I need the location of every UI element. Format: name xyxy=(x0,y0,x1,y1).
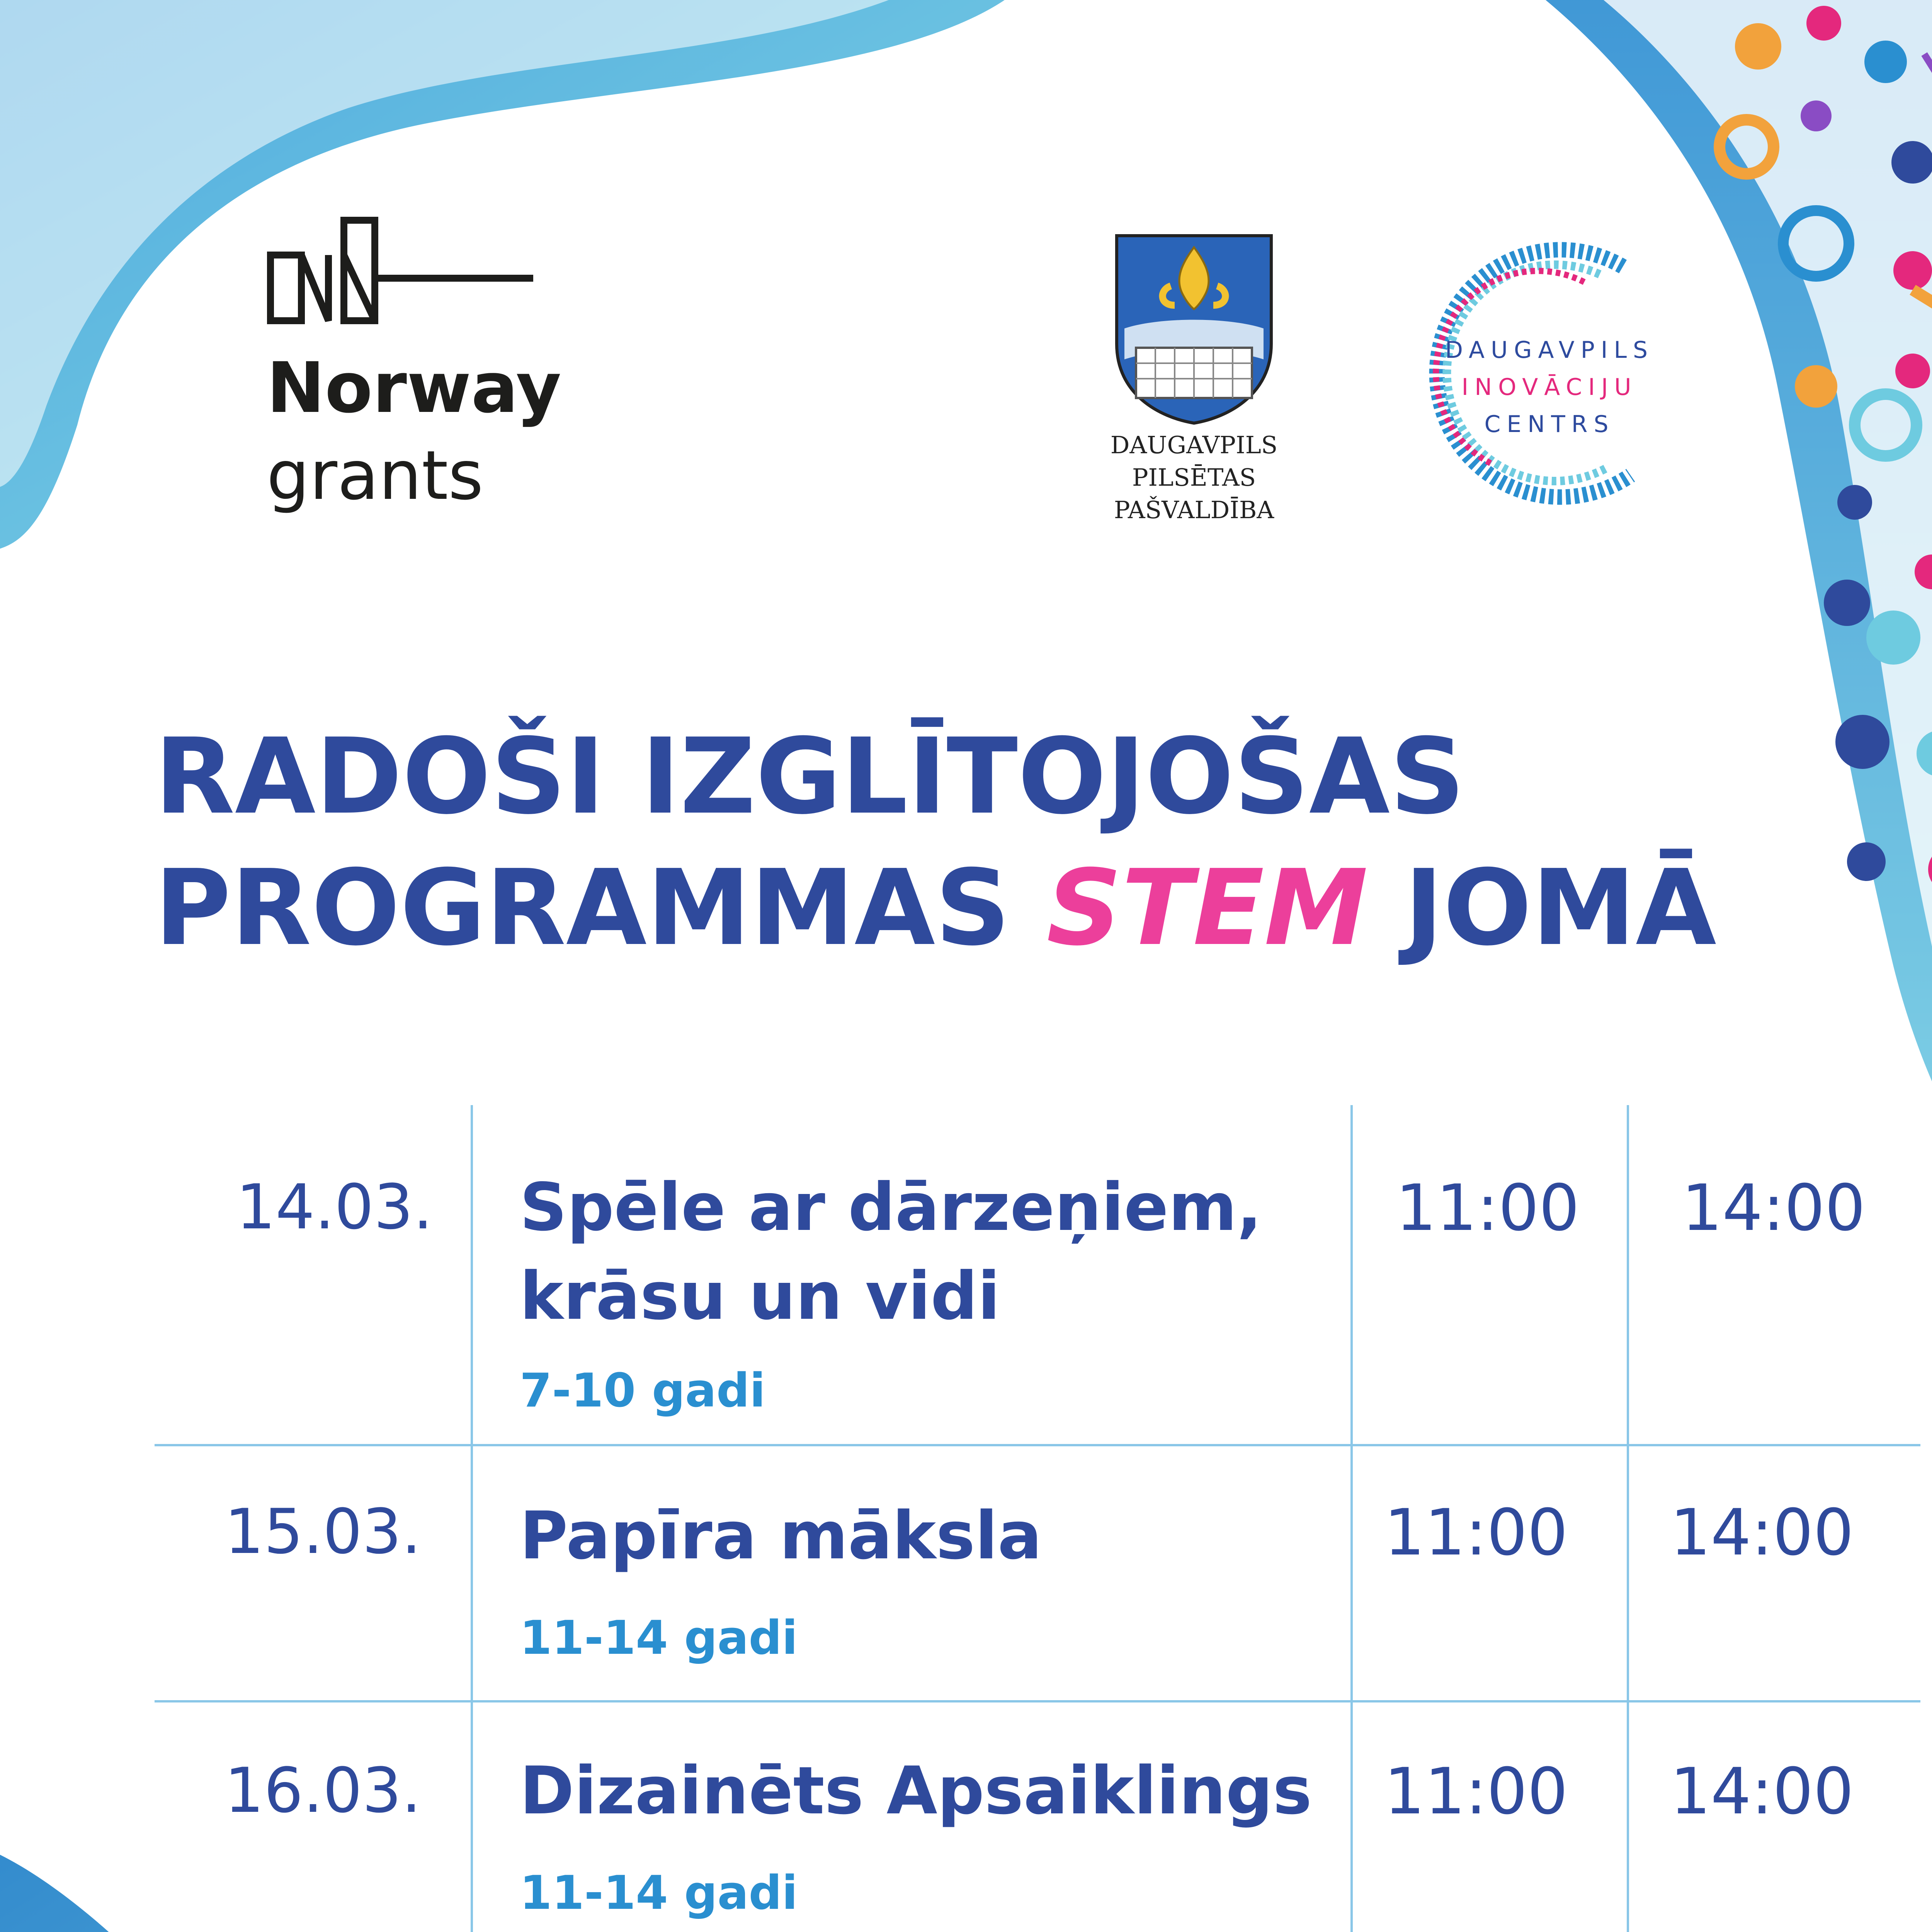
row-time1: 11:00 xyxy=(1384,1754,1568,1828)
row-age: 7-10 gadi xyxy=(520,1364,765,1418)
row-date: 14.03. xyxy=(236,1171,433,1243)
table-divider xyxy=(1350,1105,1353,1932)
title-line2-end: JOMĀ xyxy=(1368,847,1716,969)
table-divider xyxy=(1627,1105,1629,1932)
city-name-line2: PILSĒTAS xyxy=(1132,463,1256,492)
table-divider xyxy=(155,1700,1920,1702)
innovation-centre-name xyxy=(1410,332,1689,443)
norway-grants-subtitle: grants xyxy=(267,437,483,515)
row-program xyxy=(520,1492,1042,1580)
norway-grants-logo-icon xyxy=(267,216,537,328)
row-age: 11-14 gadi xyxy=(520,1866,798,1920)
row-program-line1: Spēle ar dārzeņiem, xyxy=(520,1169,1262,1246)
page-title xyxy=(155,711,1716,974)
table-divider xyxy=(155,1444,1920,1446)
title-accent: STEM xyxy=(1046,847,1368,969)
row-program xyxy=(520,1747,1312,1835)
row-program xyxy=(520,1163,1262,1341)
row-date: 16.03. xyxy=(224,1754,421,1827)
norway-grants-title: Norway xyxy=(267,348,561,429)
table-divider xyxy=(471,1105,473,1932)
title-line1: RADOŠI IZGLĪTOJOŠAS xyxy=(155,716,1465,837)
row-date: 15.03. xyxy=(224,1495,421,1568)
row-time1: 11:00 xyxy=(1396,1171,1580,1245)
row-time2: 14:00 xyxy=(1670,1495,1854,1570)
innovation-centre-line2: INOVĀCIJU xyxy=(1461,374,1638,401)
row-program-line1: Dizainēts Apsaiklings xyxy=(520,1753,1312,1829)
title-line2-start: PROGRAMMAS xyxy=(155,847,1047,969)
title-line2 xyxy=(155,842,1716,974)
city-name xyxy=(1086,429,1302,526)
row-time2: 14:00 xyxy=(1670,1754,1854,1828)
row-program-line1: Papīra māksla xyxy=(520,1498,1042,1574)
city-name-line3: PAŠVALDĪBA xyxy=(1114,496,1274,524)
coat-of-arms-icon xyxy=(1113,232,1275,425)
row-time2: 14:00 xyxy=(1682,1171,1866,1245)
row-program-line2: krāsu un vidi xyxy=(520,1258,1000,1335)
innovation-centre-line1: DAUGAVPILS xyxy=(1445,337,1654,364)
city-name-line1: DAUGAVPILS xyxy=(1110,431,1278,459)
innovation-centre-line3: CENTRS xyxy=(1484,411,1615,438)
row-age: 11-14 gadi xyxy=(520,1611,798,1665)
row-time1: 11:00 xyxy=(1384,1495,1568,1570)
